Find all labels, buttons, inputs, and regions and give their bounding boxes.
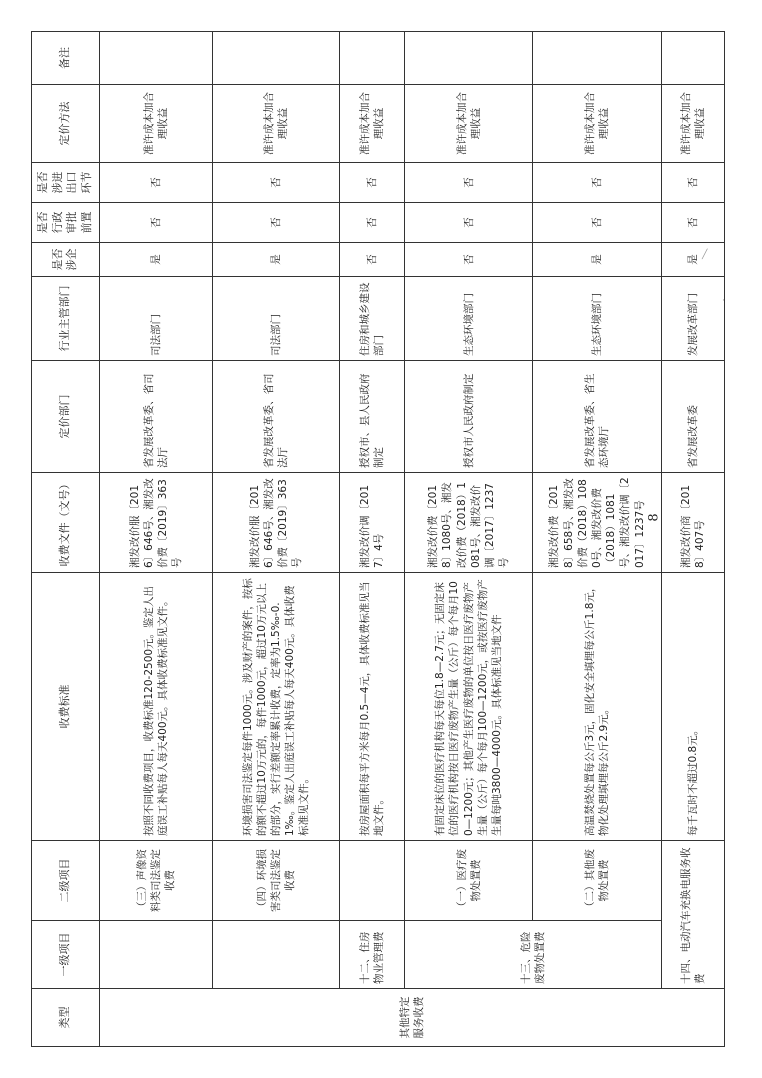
involve-fee-cell: 否 [339,243,404,277]
header-method: 定价方法 [32,85,100,163]
standard-cell: 按房屋面积每平方米每月0.5—4元，具体收费标准见当地文件。 [339,573,404,841]
import-export-cell: 否 [661,163,724,203]
industry-dept-cell: 司法部门 [213,277,339,361]
import-export-cell: 否 [339,163,404,203]
method-cell: 准许成本加合理收益 [99,85,213,163]
involve-fee-cell: 是 [99,243,213,277]
involve-fee-cell: 是 [213,243,339,277]
header-level2: 二级项目 [32,841,100,921]
admin-prereq-cell: 否 [213,203,339,243]
involve-fee-cell: 是 [533,243,661,277]
header-remark: 备注 [32,32,100,85]
doc-cell: 湘发改价费〔2018〕658号、湘发改价费（2018）1080号、湘发改价费（2018）1081号、湘发改价调〔2017〕1237号 [533,473,661,573]
method-cell: 准许成本加合理收益 [661,85,724,163]
header-doc: 收费文件（文号） [32,473,100,573]
industry-dept-cell: 司法部门 [99,277,213,361]
header-level1: 一级项目 [32,921,100,989]
level1-cell [99,921,213,989]
standard-cell: 有固定床位的医疗机构每天每位1.8—2.7元；无固定床位的医疗机构按日医疗废物产生量（公斤）每个每月100—1200元；其他产生医疗废物的单位按日医疗废物产生量（公斤）每个每月100—1200元，或按医疗废物产生量每吨3800—4000元。具体标准见当地文件 [404,573,532,841]
method-cell: 准许成本加合理收益 [533,85,661,163]
import-export-cell: 否 [99,163,213,203]
method-cell: 准许成本加合理收益 [213,85,339,163]
table-row [661,32,724,1047]
import-export-cell: 否 [404,163,532,203]
header-type: 类型 [32,989,100,1047]
remark-cell [99,32,213,85]
admin-prereq-cell: 否 [404,203,532,243]
header-involve-fee: 是否涉企 [32,243,100,277]
scan-speck: · [722,296,725,306]
standard-cell: 高温焚烧处置每公斤3元，固化安全填埋每公斤1.8元，物化处理填埋每公斤2.9元。 [533,573,661,841]
table-row [533,32,661,1047]
remark-cell [661,32,724,85]
pricing-dept-cell: 授权市人民政府制定 [404,361,532,473]
standard-cell: 每千瓦时不超过0.8元。 [661,573,724,841]
industry-dept-cell: 发展改革部门 [661,277,724,361]
admin-prereq-cell: 否 [339,203,404,243]
doc-cell: 湘发改价费〔2018〕1080号、湘发改价费（2018）1081号、湘发改价调〔2017〕1237号 [404,473,532,573]
category-cell: 其他特定服务收费 [99,989,724,1047]
standard-cell: 环境损害司法鉴定每件1000元。涉及财产的案件，按标的额不超过10万元的，每件1000元，超过10万元以上的部分，实行差额定率累计收费，定率为1.5‰-0.1‰。鉴定人出庭误工补贴每人每天400元。具体收费标准见文件。 [213,573,339,841]
doc-cell: 湘发改价服〔2016〕646号、湘发改价费〔2019〕363号 [213,473,339,573]
table-header-row [32,32,100,1047]
table-row [404,32,532,1047]
doc-cell: 湘发改价调〔2017〕4号 [339,473,404,573]
scan-speck: ╱ [702,250,708,260]
table-row [339,32,404,1047]
table-row [213,32,339,1047]
pricing-dept-cell: 省发展改革委、省司法厅 [99,361,213,473]
level2-cell: （三）声像资料类司法鉴定收费 [99,841,213,921]
doc-cell: 湘发改价服〔2016〕646号、湘发改价费〔2019〕363号 [99,473,213,573]
header-pricing-dept: 定价部门 [32,361,100,473]
header-admin-prereq: 是否行政审批前置 [32,203,100,243]
header-import-export: 是否涉进出口环节 [32,163,100,203]
level2-cell: （一）医疗废物处置费 [404,841,532,921]
level2-cell [339,841,404,921]
pricing-dept-cell: 授权市、县人民政府制定 [339,361,404,473]
admin-prereq-cell: 否 [533,203,661,243]
method-cell: 准许成本加合理收益 [339,85,404,163]
doc-cell: 湘发改价商〔2018〕407号 [661,473,724,573]
remark-cell [404,32,532,85]
remark-cell [339,32,404,85]
header-industry-dept: 行业主管部门 [32,277,100,361]
industry-dept-cell: 生态环境部门 [533,277,661,361]
standard-cell: 按照不同收费项目，收费标准120-2500元。鉴定人出庭误工补贴每人每天400元。具体收费标准见文件。 [99,573,213,841]
admin-prereq-cell: 否 [661,203,724,243]
involve-fee-cell: 否 [404,243,532,277]
remark-cell [213,32,339,85]
fee-table [31,31,725,1047]
admin-prereq-cell: 否 [99,203,213,243]
level1-cell: 十四、电动汽车充换电服务收费 [661,841,724,989]
involve-fee-cell: 是 [661,243,724,277]
pricing-dept-cell: 省发展改革委 [661,361,724,473]
pricing-dept-cell: 省发展改革委、省司法厅 [213,361,339,473]
level2-cell: （四）环境损害类司法鉴定收费 [213,841,339,921]
import-export-cell: 否 [533,163,661,203]
level2-cell: （二）其他废物处置费 [533,841,661,921]
level1-cell: 十三、危险废物处置费 [404,921,661,989]
level1-cell: 十二、住房物业管理费 [339,921,404,989]
header-standard: 收费标准 [32,573,100,841]
remark-cell [533,32,661,85]
table-row [99,32,213,1047]
page-number: 8 [646,513,662,522]
method-cell: 准许成本加合理收益 [404,85,532,163]
pricing-dept-cell: 省发展改革委、省生态环境厅 [533,361,661,473]
level1-cell [213,921,339,989]
import-export-cell: 否 [213,163,339,203]
industry-dept-cell: 生态环境部门 [404,277,532,361]
rotated-table-container [31,32,725,1047]
industry-dept-cell: 住房和城乡建设部门 [339,277,404,361]
